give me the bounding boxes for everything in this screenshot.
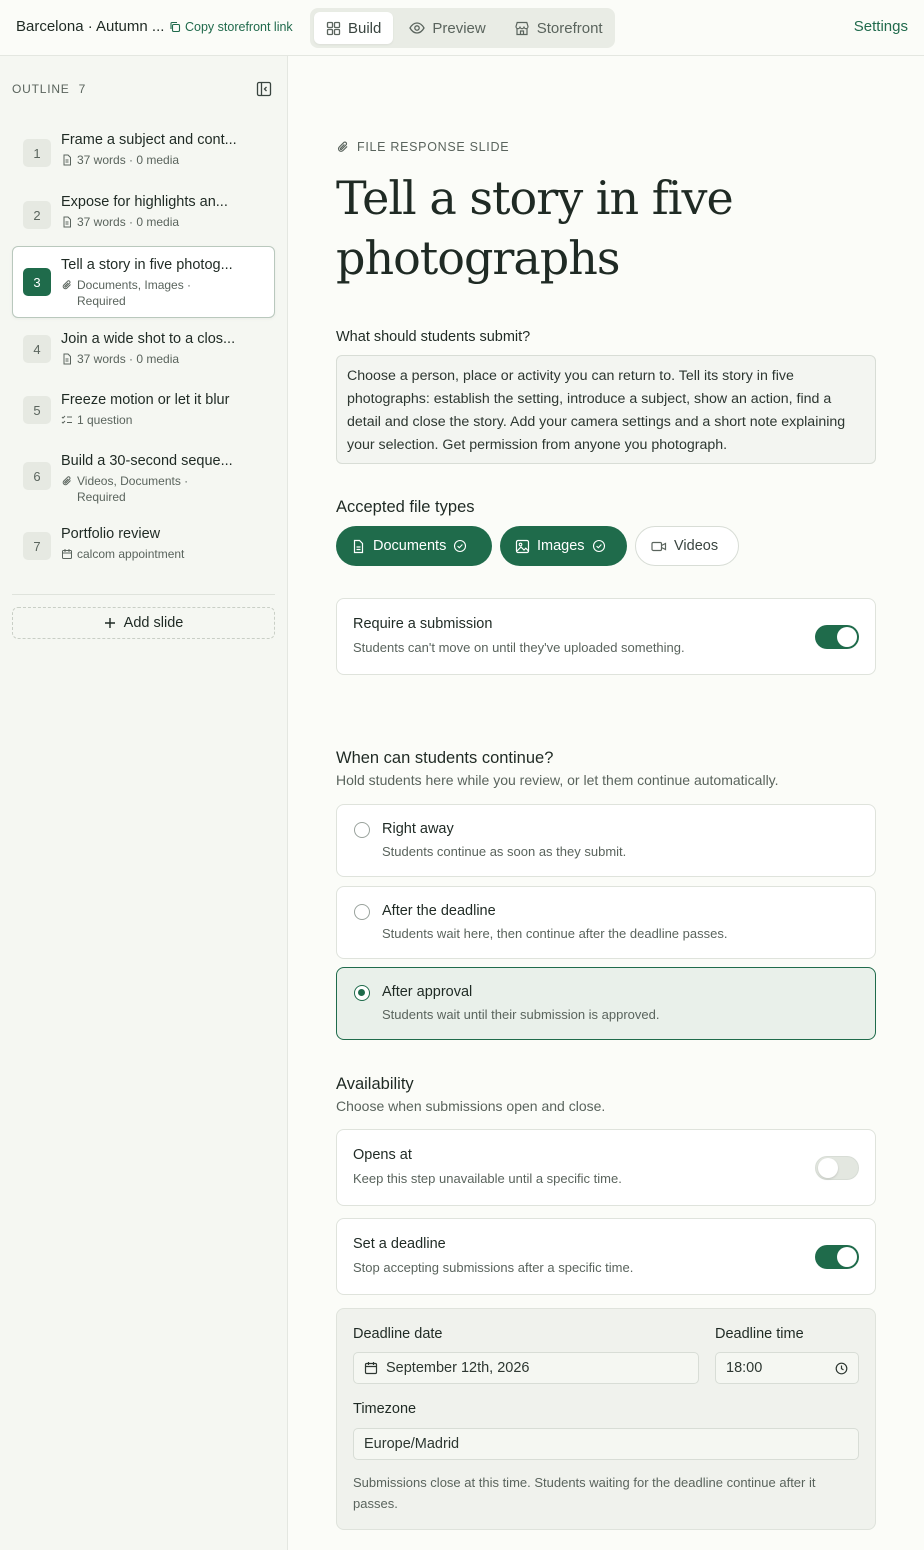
availability-subtitle: Choose when submissions open and close. (336, 1098, 606, 1114)
slide-number: 4 (23, 335, 51, 363)
require-title: Require a submission (353, 616, 493, 632)
chip-label: Images (537, 538, 585, 554)
file-type-images-chip[interactable] (500, 526, 627, 566)
slide-heading[interactable]: Tell a story in five photographs (336, 171, 733, 285)
document-icon (351, 539, 366, 554)
slide-title: Frame a subject and cont... (61, 132, 237, 148)
deadline-date-picker[interactable]: September 12th, 2026 (353, 1352, 699, 1384)
calendar-icon (61, 548, 73, 560)
slide-item-3[interactable] (12, 246, 275, 318)
slide-item-1[interactable] (12, 122, 275, 184)
mode-switcher (310, 8, 615, 48)
file-type-documents-chip[interactable] (336, 526, 492, 566)
option-title: After approval (382, 984, 473, 1000)
radio-button[interactable] (354, 904, 370, 920)
slide-item-7[interactable] (12, 514, 275, 576)
grid-icon (326, 21, 341, 36)
slide-item-4[interactable] (12, 318, 275, 380)
availability-title: Availability (336, 1075, 414, 1093)
slide-list (12, 122, 275, 576)
chip-label: Videos (674, 538, 719, 554)
document-icon (61, 353, 73, 365)
slide-meta: 37 words · 0 media (61, 351, 215, 367)
outline-count: 7 (78, 82, 86, 96)
eye-icon (409, 21, 425, 35)
option-subtitle: Students continue as soon as they submit. (382, 844, 627, 859)
option-subtitle: Students wait until their submission is approved. (382, 1007, 660, 1022)
tab-build-label: Build (348, 19, 382, 37)
project-title[interactable]: Barcelona · Autumn ... (16, 18, 165, 35)
deadline-date-label: Deadline date (353, 1326, 443, 1342)
option-subtitle: Students wait here, then continue after the deadline passes. (382, 926, 728, 941)
slide-item-6[interactable] (12, 442, 275, 514)
paperclip-icon (61, 475, 77, 487)
opens-at-toggle[interactable] (815, 1156, 859, 1180)
check-circle-icon (453, 539, 467, 553)
deadline-subtitle: Stop accepting submissions after a specific time. (353, 1260, 634, 1275)
sidebar-divider (12, 594, 275, 595)
store-icon (514, 21, 530, 36)
paperclip-icon (61, 279, 77, 291)
timezone-input[interactable]: Europe/Madrid (353, 1428, 859, 1460)
continue-option-right-away[interactable] (336, 804, 876, 877)
plus-icon (104, 617, 116, 629)
prompt-label: What should students submit? (336, 329, 531, 345)
slide-number: 6 (23, 462, 51, 490)
slide-number: 1 (23, 139, 51, 167)
deadline-card (336, 1218, 876, 1295)
deadline-title: Set a deadline (353, 1236, 446, 1252)
option-title: Right away (382, 821, 454, 837)
image-icon (515, 539, 530, 554)
add-slide-label: Add slide (123, 615, 184, 631)
file-type-videos-chip[interactable] (635, 526, 739, 566)
top-bar (0, 0, 924, 56)
slide-meta: Videos, Documents · Required (61, 473, 215, 505)
slide-meta: 37 words · 0 media (61, 214, 215, 230)
document-icon (61, 216, 73, 228)
slide-item-5[interactable] (12, 380, 275, 442)
video-icon (651, 540, 667, 553)
copy-link-label: Copy storefront link (185, 20, 293, 34)
opens-at-card (336, 1129, 876, 1206)
slide-meta: Documents, Images · Required (61, 277, 214, 309)
tab-preview[interactable] (397, 12, 497, 44)
outline-sidebar (0, 56, 288, 1550)
copy-icon (169, 21, 181, 33)
slide-meta: 37 words · 0 media (61, 152, 215, 168)
outline-header (12, 80, 273, 98)
document-icon (61, 154, 73, 166)
slide-title: Portfolio review (61, 526, 161, 542)
require-submission-toggle[interactable] (815, 625, 859, 649)
continue-option-after-deadline[interactable] (336, 886, 876, 959)
slide-number: 7 (23, 532, 51, 560)
checklist-icon (61, 414, 73, 426)
deadline-time-input[interactable]: 18:00 (715, 1352, 859, 1384)
timezone-label: Timezone (353, 1401, 417, 1417)
paperclip-icon (336, 140, 350, 154)
continue-subtitle: Hold students here while you review, or let them continue automatically. (336, 772, 779, 788)
slide-title: Build a 30-second seque... (61, 453, 233, 469)
option-title: After the deadline (382, 903, 496, 919)
slide-number: 5 (23, 396, 51, 424)
slide-item-2[interactable] (12, 184, 275, 246)
tab-storefront-label: Storefront (536, 19, 603, 37)
add-slide-button[interactable] (12, 607, 275, 639)
slide-meta: 1 question (61, 412, 215, 428)
slide-title: Tell a story in five photog... (61, 257, 233, 273)
check-circle-icon (592, 539, 606, 553)
prompt-textarea[interactable]: Choose a person, place or activity you can return to. Tell its story in five photographs: establish the setting, introduce a subject, show an action, find a detail and close the story. Add your camera settings and a short note explaining your selection. Get permission from anyone you photograph. (336, 355, 876, 464)
clock-icon (835, 1362, 848, 1375)
file-types-title: Accepted file types (336, 498, 475, 516)
slide-title: Join a wide shot to a clos... (61, 331, 236, 347)
continue-option-after-approval[interactable] (336, 967, 876, 1040)
deadline-note: Submissions close at this time. Students waiting for the deadline continue after it passes. (353, 1475, 816, 1511)
radio-button[interactable] (354, 822, 370, 838)
slide-title: Expose for highlights an... (61, 194, 228, 210)
tab-preview-label: Preview (432, 19, 486, 37)
slide-number: 2 (23, 201, 51, 229)
deadline-settings-panel (336, 1308, 876, 1530)
outline-label: OUTLINE (12, 82, 70, 96)
slide-kind-label: FILE RESPONSE SLIDE (336, 140, 509, 154)
tab-storefront[interactable] (502, 12, 615, 44)
slide-meta: calcom appointment (61, 546, 215, 562)
collapse-sidebar-icon[interactable] (255, 80, 273, 98)
deadline-toggle[interactable] (815, 1245, 859, 1269)
slide-number: 3 (23, 268, 51, 296)
opens-at-subtitle: Keep this step unavailable until a specific time. (353, 1171, 622, 1186)
opens-at-title: Opens at (353, 1147, 412, 1163)
deadline-time-label: Deadline time (715, 1326, 804, 1342)
chip-label: Documents (373, 538, 447, 554)
slide-title: Freeze motion or let it blur (61, 392, 230, 408)
calendar-icon (364, 1361, 378, 1375)
settings-link[interactable]: Settings (853, 18, 908, 35)
continue-title: When can students continue? (336, 749, 554, 767)
radio-button-selected[interactable] (354, 985, 370, 1001)
require-subtitle: Students can't move on until they've uploaded something. (353, 640, 685, 655)
require-submission-card (336, 598, 876, 675)
tab-build[interactable] (314, 12, 393, 44)
copy-storefront-link[interactable] (169, 20, 293, 34)
